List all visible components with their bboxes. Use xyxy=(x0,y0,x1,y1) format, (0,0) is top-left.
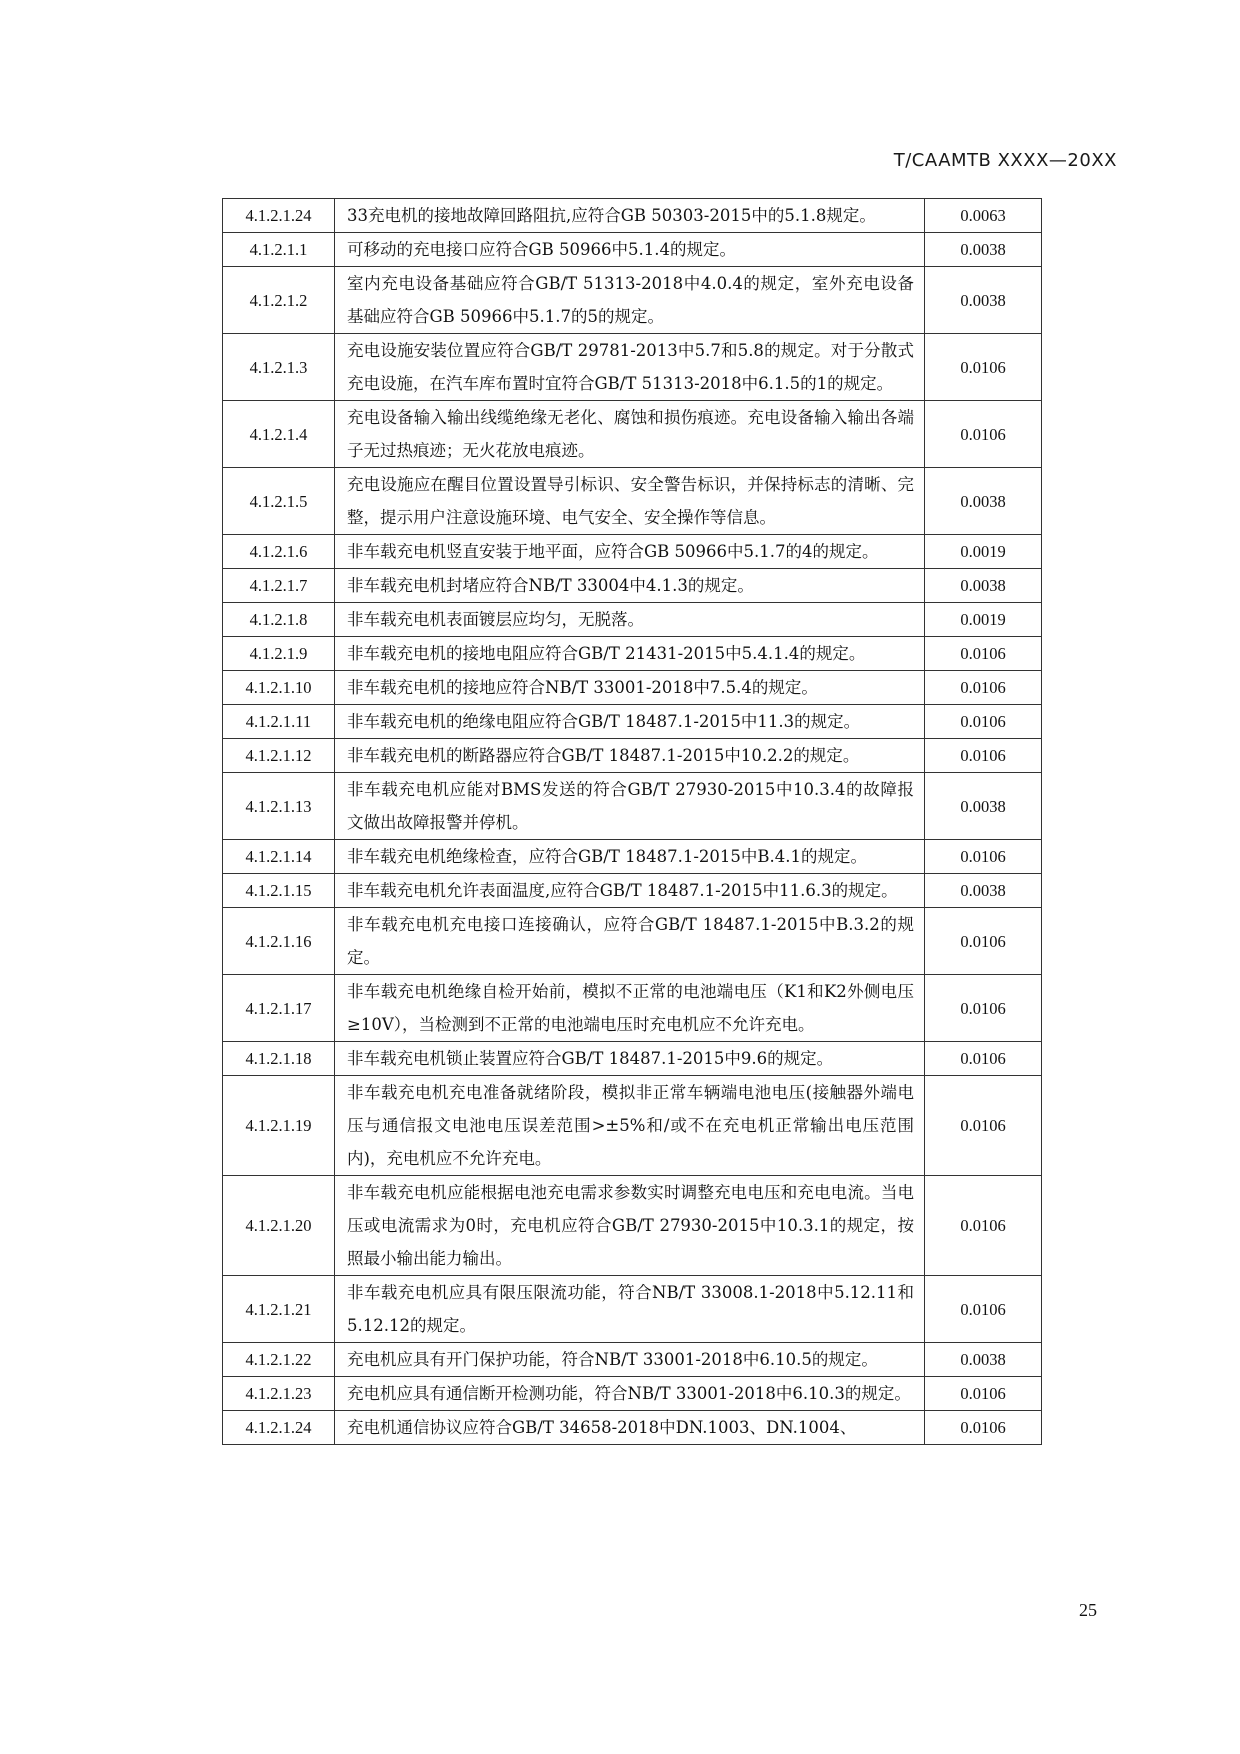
weight-value-cell: 0.0106 xyxy=(925,1176,1042,1276)
requirement-text-cell: 充电设施应在醒目位置设置导引标识、安全警告标识，并保持标志的清晰、完整，提示用户注意设施环境、电气安全、安全操作等信息。 xyxy=(335,468,925,535)
clause-number-cell: 4.1.2.1.20 xyxy=(223,1176,335,1276)
table-row xyxy=(223,233,1042,267)
weight-value-cell: 0.0106 xyxy=(925,401,1042,468)
table-row xyxy=(223,1343,1042,1377)
clause-number-cell: 4.1.2.1.24 xyxy=(223,1411,335,1445)
requirement-text-cell: 充电机应具有通信断开检测功能，符合NB/T 33001-2018中6.10.3的规定。 xyxy=(335,1377,925,1411)
requirements-table xyxy=(222,198,1042,1445)
clause-number-cell: 4.1.2.1.18 xyxy=(223,1042,335,1076)
weight-value-cell: 0.0019 xyxy=(925,603,1042,637)
weight-value-cell: 0.0038 xyxy=(925,1343,1042,1377)
requirement-text-cell: 33充电机的接地故障回路阻抗,应符合GB 50303-2015中的5.1.8规定。 xyxy=(335,199,925,233)
weight-value-cell: 0.0106 xyxy=(925,671,1042,705)
weight-value-cell: 0.0106 xyxy=(925,1377,1042,1411)
clause-number-cell: 4.1.2.1.3 xyxy=(223,334,335,401)
table-row xyxy=(223,1076,1042,1176)
clause-number-cell: 4.1.2.1.7 xyxy=(223,569,335,603)
requirement-text-cell: 可移动的充电接口应符合GB 50966中5.1.4的规定。 xyxy=(335,233,925,267)
clause-number-cell: 4.1.2.1.5 xyxy=(223,468,335,535)
requirement-text-cell: 室内充电设备基础应符合GB/T 51313-2018中4.0.4的规定，室外充电设备基础应符合GB 50966中5.1.7的5的规定。 xyxy=(335,267,925,334)
requirement-text-cell: 充电机通信协议应符合GB/T 34658-2018中DN.1003、DN.1004、 xyxy=(335,1411,925,1445)
weight-value-cell: 0.0106 xyxy=(925,334,1042,401)
table-row xyxy=(223,705,1042,739)
clause-number-cell: 4.1.2.1.9 xyxy=(223,637,335,671)
clause-number-cell: 4.1.2.1.15 xyxy=(223,874,335,908)
table-row xyxy=(223,874,1042,908)
requirement-text-cell: 非车载充电机充电准备就绪阶段，模拟非正常车辆端电池电压(接触器外端电压与通信报文电池电压误差范围>±5%和/或不在充电机正常输出电压范围内)，充电机应不允许充电。 xyxy=(335,1076,925,1176)
clause-number-cell: 4.1.2.1.8 xyxy=(223,603,335,637)
table-row xyxy=(223,637,1042,671)
requirement-text-cell: 非车载充电机的断路器应符合GB/T 18487.1-2015中10.2.2的规定。 xyxy=(335,739,925,773)
weight-value-cell: 0.0019 xyxy=(925,535,1042,569)
requirement-text-cell: 非车载充电机绝缘检查，应符合GB/T 18487.1-2015中B.4.1的规定。 xyxy=(335,840,925,874)
table-body xyxy=(223,199,1042,1445)
clause-number-cell: 4.1.2.1.23 xyxy=(223,1377,335,1411)
document-code-header: T/CAAMTB XXXX—20XX xyxy=(893,150,1117,171)
weight-value-cell: 0.0038 xyxy=(925,874,1042,908)
table-row xyxy=(223,569,1042,603)
table-row xyxy=(223,267,1042,334)
table-row xyxy=(223,199,1042,233)
clause-number-cell: 4.1.2.1.24 xyxy=(223,199,335,233)
requirement-text-cell: 充电机应具有开门保护功能，符合NB/T 33001-2018中6.10.5的规定。 xyxy=(335,1343,925,1377)
table-row xyxy=(223,1411,1042,1445)
requirement-text-cell: 非车载充电机应能根据电池充电需求参数实时调整充电电压和充电电流。当电压或电流需求为0时，充电机应符合GB/T 27930-2015中10.3.1的规定，按照最小输出能力输出。 xyxy=(335,1176,925,1276)
clause-number-cell: 4.1.2.1.21 xyxy=(223,1276,335,1343)
table-row xyxy=(223,1276,1042,1343)
table-row xyxy=(223,334,1042,401)
table-row xyxy=(223,840,1042,874)
clause-number-cell: 4.1.2.1.2 xyxy=(223,267,335,334)
requirement-text-cell: 非车载充电机绝缘自检开始前，模拟不正常的电池端电压（K1和K2外侧电压≥10V），当检测到不正常的电池端电压时充电机应不允许充电。 xyxy=(335,975,925,1042)
table-row xyxy=(223,1042,1042,1076)
weight-value-cell: 0.0106 xyxy=(925,705,1042,739)
table-row xyxy=(223,468,1042,535)
clause-number-cell: 4.1.2.1.19 xyxy=(223,1076,335,1176)
weight-value-cell: 0.0106 xyxy=(925,637,1042,671)
requirement-text-cell: 非车载充电机应能对BMS发送的符合GB/T 27930-2015中10.3.4的故障报文做出故障报警并停机。 xyxy=(335,773,925,840)
weight-value-cell: 0.0106 xyxy=(925,1042,1042,1076)
clause-number-cell: 4.1.2.1.13 xyxy=(223,773,335,840)
clause-number-cell: 4.1.2.1.11 xyxy=(223,705,335,739)
page-number: 25 xyxy=(1079,1600,1097,1620)
requirement-text-cell: 非车载充电机的绝缘电阻应符合GB/T 18487.1-2015中11.3的规定。 xyxy=(335,705,925,739)
clause-number-cell: 4.1.2.1.22 xyxy=(223,1343,335,1377)
weight-value-cell: 0.0106 xyxy=(925,1276,1042,1343)
requirement-text-cell: 非车载充电机锁止装置应符合GB/T 18487.1-2015中9.6的规定。 xyxy=(335,1042,925,1076)
clause-number-cell: 4.1.2.1.17 xyxy=(223,975,335,1042)
clause-number-cell: 4.1.2.1.4 xyxy=(223,401,335,468)
table-row xyxy=(223,773,1042,840)
weight-value-cell: 0.0106 xyxy=(925,975,1042,1042)
table-row xyxy=(223,401,1042,468)
weight-value-cell: 0.0038 xyxy=(925,468,1042,535)
table-row xyxy=(223,739,1042,773)
clause-number-cell: 4.1.2.1.14 xyxy=(223,840,335,874)
weight-value-cell: 0.0038 xyxy=(925,569,1042,603)
requirement-text-cell: 非车载充电机应具有限压限流功能，符合NB/T 33008.1-2018中5.12.11和5.12.12的规定。 xyxy=(335,1276,925,1343)
weight-value-cell: 0.0038 xyxy=(925,233,1042,267)
weight-value-cell: 0.0106 xyxy=(925,739,1042,773)
table-row xyxy=(223,603,1042,637)
requirement-text-cell: 非车载充电机封堵应符合NB/T 33004中4.1.3的规定。 xyxy=(335,569,925,603)
requirement-text-cell: 非车载充电机表面镀层应均匀，无脱落。 xyxy=(335,603,925,637)
table-row xyxy=(223,1176,1042,1276)
requirement-text-cell: 非车载充电机充电接口连接确认，应符合GB/T 18487.1-2015中B.3.2的规定。 xyxy=(335,908,925,975)
clause-number-cell: 4.1.2.1.12 xyxy=(223,739,335,773)
weight-value-cell: 0.0038 xyxy=(925,267,1042,334)
weight-value-cell: 0.0106 xyxy=(925,908,1042,975)
weight-value-cell: 0.0063 xyxy=(925,199,1042,233)
table-row xyxy=(223,908,1042,975)
clause-number-cell: 4.1.2.1.6 xyxy=(223,535,335,569)
requirement-text-cell: 非车载充电机的接地电阻应符合GB/T 21431-2015中5.4.1.4的规定。 xyxy=(335,637,925,671)
table-row xyxy=(223,535,1042,569)
requirement-text-cell: 非车载充电机竖直安装于地平面，应符合GB 50966中5.1.7的4的规定。 xyxy=(335,535,925,569)
requirement-text-cell: 非车载充电机允许表面温度,应符合GB/T 18487.1-2015中11.6.3的规定。 xyxy=(335,874,925,908)
table-row xyxy=(223,671,1042,705)
weight-value-cell: 0.0106 xyxy=(925,1411,1042,1445)
table-row xyxy=(223,1377,1042,1411)
requirement-text-cell: 充电设备输入输出线缆绝缘无老化、腐蚀和损伤痕迹。充电设备输入输出各端子无过热痕迹；无火花放电痕迹。 xyxy=(335,401,925,468)
weight-value-cell: 0.0106 xyxy=(925,1076,1042,1176)
weight-value-cell: 0.0106 xyxy=(925,840,1042,874)
clause-number-cell: 4.1.2.1.16 xyxy=(223,908,335,975)
requirement-text-cell: 充电设施安装位置应符合GB/T 29781-2013中5.7和5.8的规定。对于分散式充电设施，在汽车库布置时宜符合GB/T 51313-2018中6.1.5的1的规定。 xyxy=(335,334,925,401)
weight-value-cell: 0.0038 xyxy=(925,773,1042,840)
clause-number-cell: 4.1.2.1.1 xyxy=(223,233,335,267)
clause-number-cell: 4.1.2.1.10 xyxy=(223,671,335,705)
table-row xyxy=(223,975,1042,1042)
requirement-text-cell: 非车载充电机的接地应符合NB/T 33001-2018中7.5.4的规定。 xyxy=(335,671,925,705)
